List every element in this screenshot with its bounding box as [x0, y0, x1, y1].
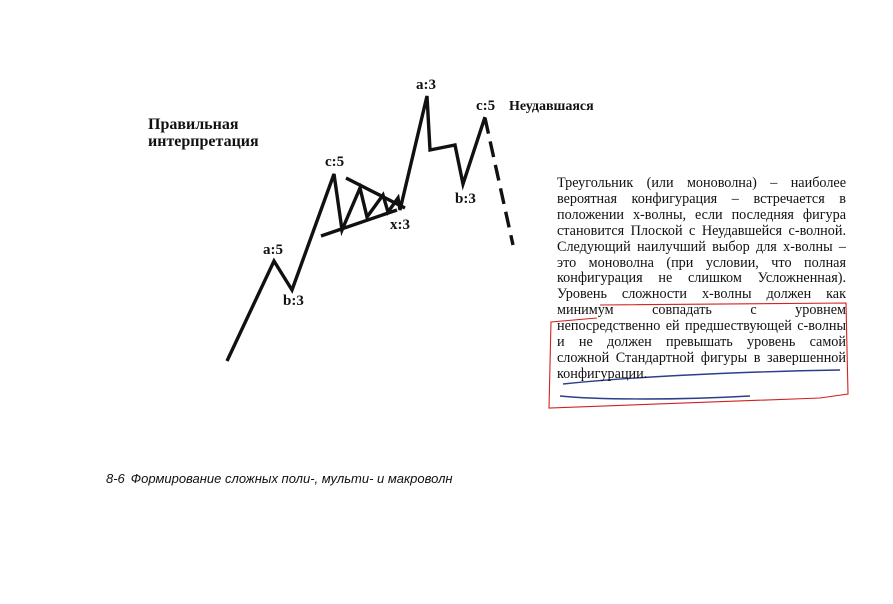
figure-caption	[106, 471, 453, 486]
failed-label: Неудавшаяся	[509, 99, 594, 114]
failed-wave-dashed-line	[485, 118, 513, 245]
wave-line-main	[227, 96, 485, 361]
label-b3-second: b:3	[455, 191, 476, 207]
diagram-title	[148, 116, 259, 150]
caption-text: Формирование сложных поли-, мульти- и макроволн	[130, 471, 453, 486]
triangle-lower-line	[321, 210, 397, 236]
label-c5: c:5	[325, 154, 345, 170]
label-a3: a:3	[416, 77, 436, 93]
explanation-paragraph: Треугольник (или моноволна) – наиболее вероятная конфигурация – встречается в положении x-волны, если последняя фигура становится Плоской с Неудавшейся c-волной. Следующий наилучший выбор для x-волны – это моноволна (при условии, что полная конфигурация не слишком Усложненная). Уровень сложности x-волны должен как минимум совпадать с уровнем непосредственно ей предшествующей c-волны и не должен превышать уровень самой сложной Стандартной фигуры в завершенной конфигурации.	[557, 175, 846, 382]
label-c5-second: c:5	[476, 98, 496, 114]
label-a5: a:5	[263, 242, 283, 258]
title-line-2: интерпретация	[148, 133, 259, 150]
caption-number: 8-6	[106, 471, 125, 486]
label-b3-first: b:3	[283, 293, 304, 309]
title-line-1: Правильная	[148, 116, 239, 133]
label-x3: x:3	[390, 217, 410, 233]
